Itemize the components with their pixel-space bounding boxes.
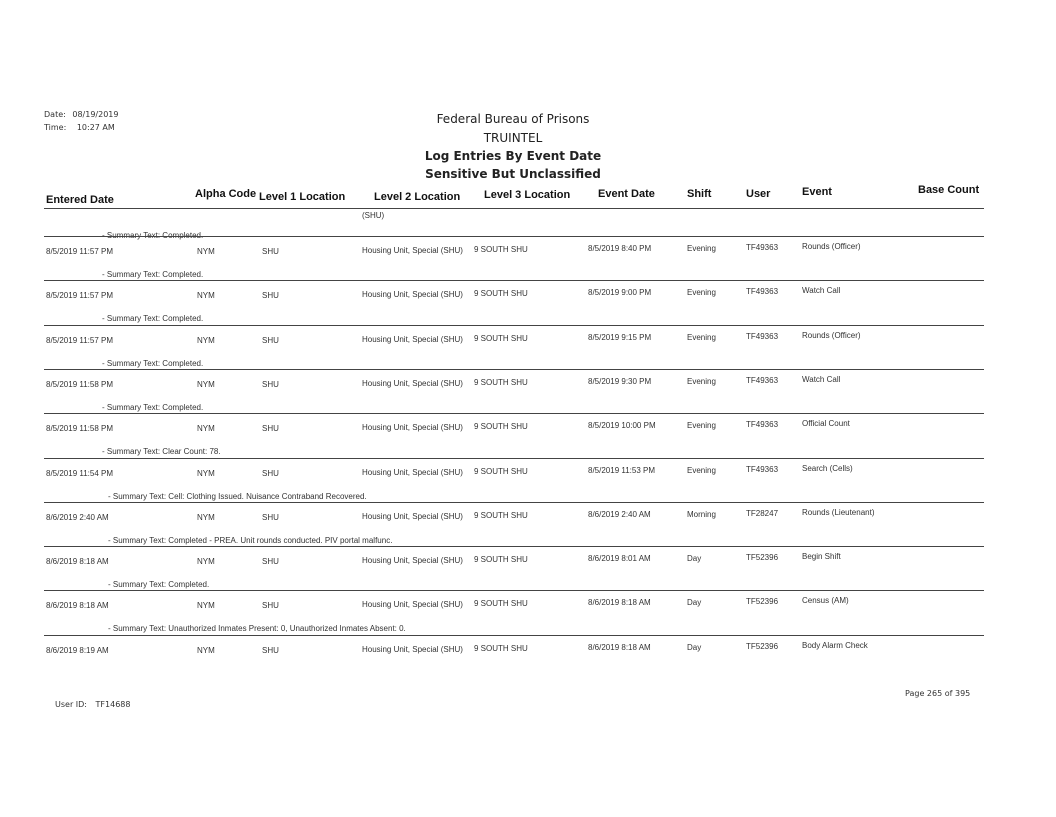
level3-location-cell: 9 SOUTH SHU bbox=[474, 599, 528, 609]
level2-location-cell: Housing Unit, Special (SHU) bbox=[362, 423, 463, 433]
report-title: Log Entries By Event Date bbox=[424, 149, 602, 163]
event-cell: Rounds (Officer) bbox=[802, 242, 861, 251]
summary-text: - Summary Text: Clear Count: 78. bbox=[102, 447, 221, 457]
user-cell: TF49363 bbox=[746, 420, 779, 430]
level1-location-cell: SHU bbox=[262, 335, 279, 345]
alpha-code-cell: NYM bbox=[197, 335, 215, 345]
summary-text: - Summary Text: Completed. bbox=[102, 231, 204, 240]
level1-location-cell: SHU bbox=[262, 291, 279, 301]
level3-location-cell: 9 SOUTH SHU bbox=[474, 555, 528, 565]
user-cell: TF28247 bbox=[746, 508, 779, 518]
shift-cell: Evening bbox=[687, 244, 716, 253]
event-cell: Watch Call bbox=[802, 286, 841, 296]
user-cell: TF49363 bbox=[746, 464, 779, 474]
summary-text: - Summary Text: Completed. bbox=[102, 358, 204, 368]
row-rule bbox=[44, 635, 984, 636]
level3-location-cell: 9 SOUTH SHU bbox=[474, 466, 528, 476]
level1-location-cell: SHU bbox=[262, 247, 279, 256]
event-date-cell: 8/5/2019 9:00 PM bbox=[588, 288, 652, 298]
entered-date-cell: 8/6/2019 8:18 AM bbox=[46, 601, 109, 611]
time-value: 10:27 AM bbox=[76, 123, 115, 132]
level2-location-cell: Housing Unit, Special (SHU) bbox=[362, 246, 463, 255]
event-cell: Search (Cells) bbox=[802, 463, 853, 473]
user-cell: TF49363 bbox=[746, 287, 779, 297]
user-id-value: TF14688 bbox=[95, 700, 131, 709]
col-alpha-code: Alpha Code bbox=[195, 188, 257, 200]
shift-cell: Evening bbox=[687, 288, 716, 298]
time-label: Time: bbox=[44, 123, 67, 132]
entered-date-cell: 8/5/2019 11:57 PM bbox=[46, 335, 114, 345]
col-user: User bbox=[746, 188, 771, 200]
event-date-cell: 8/5/2019 8:40 PM bbox=[588, 244, 652, 253]
shift-cell: Morning bbox=[687, 509, 716, 519]
date-label: Date: bbox=[44, 110, 66, 119]
user-cell: TF49363 bbox=[746, 243, 779, 252]
event-cell: Body Alarm Check bbox=[802, 640, 868, 650]
level1-location-cell: SHU bbox=[262, 468, 279, 478]
level2-location-cell: Housing Unit, Special (SHU) bbox=[362, 290, 463, 300]
event-date-cell: 8/5/2019 9:15 PM bbox=[588, 332, 652, 342]
entered-date-cell: 8/5/2019 11:57 PM bbox=[46, 247, 114, 256]
alpha-code-cell: NYM bbox=[197, 468, 215, 478]
report-time bbox=[44, 123, 115, 132]
event-cell: Begin Shift bbox=[802, 552, 841, 562]
entered-date-cell: 8/6/2019 8:19 AM bbox=[46, 645, 109, 655]
row-rule bbox=[44, 280, 984, 281]
summary-text: - Summary Text: Completed. bbox=[108, 580, 210, 590]
user-cell: TF52396 bbox=[746, 553, 779, 563]
col-event-date: Event Date bbox=[598, 188, 655, 200]
summary-text: - Summary Text: Completed - PREA. Unit rounds conducted. PIV portal malfunc. bbox=[108, 535, 393, 545]
continued-fragment: (SHU) bbox=[362, 211, 385, 220]
summary-text: - Summary Text: Completed. bbox=[102, 402, 204, 412]
entered-date-cell: 8/5/2019 11:54 PM bbox=[46, 468, 114, 478]
row-rule bbox=[44, 546, 984, 547]
summary-text: - Summary Text: Unauthorized Inmates Present: 0, Unauthorized Inmates Absent: 0. bbox=[108, 624, 406, 634]
summary-text: - Summary Text: Completed. bbox=[102, 270, 204, 279]
shift-cell: Evening bbox=[687, 332, 716, 342]
level1-location-cell: SHU bbox=[262, 512, 279, 522]
alpha-code-cell: NYM bbox=[197, 512, 215, 522]
level3-location-cell: 9 SOUTH SHU bbox=[474, 289, 528, 299]
user-cell: TF49363 bbox=[746, 375, 779, 385]
shift-cell: Evening bbox=[687, 421, 716, 431]
col-level2-location: Level 2 Location bbox=[374, 191, 461, 203]
shift-cell: Evening bbox=[687, 465, 716, 475]
footer-user-id bbox=[55, 700, 130, 709]
report-date bbox=[44, 110, 118, 119]
level3-location-cell: 9 SOUTH SHU bbox=[474, 245, 528, 254]
user-cell: TF52396 bbox=[746, 597, 779, 607]
event-date-cell: 8/6/2019 8:18 AM bbox=[588, 642, 651, 652]
event-date-cell: 8/5/2019 11:53 PM bbox=[588, 465, 656, 475]
event-date-cell: 8/5/2019 10:00 PM bbox=[588, 421, 656, 431]
row-rule bbox=[44, 236, 984, 237]
level2-location-cell: Housing Unit, Special (SHU) bbox=[362, 556, 463, 566]
level2-location-cell: Housing Unit, Special (SHU) bbox=[362, 378, 463, 388]
entered-date-cell: 8/5/2019 11:58 PM bbox=[46, 424, 114, 434]
event-cell: Official Count bbox=[802, 419, 850, 429]
level3-location-cell: 9 SOUTH SHU bbox=[474, 422, 528, 432]
alpha-code-cell: NYM bbox=[197, 601, 215, 611]
entered-date-cell: 8/6/2019 8:18 AM bbox=[46, 557, 109, 567]
level2-location-cell: Housing Unit, Special (SHU) bbox=[362, 600, 463, 610]
row-rule bbox=[44, 413, 984, 414]
level1-location-cell: SHU bbox=[262, 557, 279, 567]
date-value: 08/19/2019 bbox=[72, 110, 119, 119]
level3-location-cell: 9 SOUTH SHU bbox=[474, 510, 528, 520]
summary-text: - Summary Text: Cell: Clothing Issued. Nuisance Contraband Recovered. bbox=[108, 491, 367, 501]
shift-cell: Day bbox=[687, 554, 702, 564]
report-classification: Sensitive But Unclassified bbox=[425, 167, 601, 181]
col-entered-date: Entered Date bbox=[46, 194, 114, 206]
level1-location-cell: SHU bbox=[262, 424, 279, 434]
shift-cell: Evening bbox=[687, 376, 716, 386]
level3-location-cell: 9 SOUTH SHU bbox=[474, 333, 528, 343]
user-cell: TF49363 bbox=[746, 331, 779, 341]
level2-location-cell: Housing Unit, Special (SHU) bbox=[362, 334, 463, 344]
header-rule bbox=[44, 208, 984, 209]
event-date-cell: 8/6/2019 8:01 AM bbox=[588, 554, 651, 564]
alpha-code-cell: NYM bbox=[197, 247, 215, 256]
col-level1-location: Level 1 Location bbox=[259, 191, 346, 203]
alpha-code-cell: NYM bbox=[197, 557, 215, 567]
alpha-code-cell: NYM bbox=[197, 291, 215, 301]
event-cell: Census (AM) bbox=[802, 596, 849, 606]
alpha-code-cell: NYM bbox=[197, 645, 215, 655]
level1-location-cell: SHU bbox=[262, 601, 279, 611]
user-cell: TF52396 bbox=[746, 641, 779, 651]
page-number: Page 265 of 395 bbox=[905, 689, 971, 698]
event-cell: Rounds (Officer) bbox=[802, 330, 861, 340]
level2-location-cell: Housing Unit, Special (SHU) bbox=[362, 467, 463, 477]
shift-cell: Day bbox=[687, 598, 702, 608]
report-system: TRUINTEL bbox=[483, 131, 543, 145]
event-cell: Watch Call bbox=[802, 374, 841, 384]
entered-date-cell: 8/5/2019 11:58 PM bbox=[46, 379, 114, 389]
col-event: Event bbox=[802, 186, 832, 198]
level2-location-cell: Housing Unit, Special (SHU) bbox=[362, 644, 463, 654]
level3-location-cell: 9 SOUTH SHU bbox=[474, 643, 528, 653]
shift-cell: Day bbox=[687, 642, 702, 652]
level3-location-cell: 9 SOUTH SHU bbox=[474, 377, 528, 387]
row-rule bbox=[44, 325, 984, 326]
summary-text: - Summary Text: Completed. bbox=[102, 314, 204, 324]
entered-date-cell: 8/6/2019 2:40 AM bbox=[46, 512, 109, 522]
alpha-code-cell: NYM bbox=[197, 379, 215, 389]
row-rule bbox=[44, 458, 984, 459]
user-id-label: User ID: bbox=[55, 700, 87, 709]
row-rule bbox=[44, 590, 984, 591]
alpha-code-cell: NYM bbox=[197, 424, 215, 434]
row-rule bbox=[44, 502, 984, 503]
level1-location-cell: SHU bbox=[262, 645, 279, 655]
level1-location-cell: SHU bbox=[262, 379, 279, 389]
report-agency: Federal Bureau of Prisons bbox=[436, 112, 590, 126]
event-cell: Rounds (Lieutenant) bbox=[802, 507, 875, 517]
col-shift: Shift bbox=[687, 188, 712, 200]
event-date-cell: 8/6/2019 8:18 AM bbox=[588, 598, 651, 608]
event-date-cell: 8/5/2019 9:30 PM bbox=[588, 376, 652, 386]
row-rule bbox=[44, 369, 984, 370]
col-level3-location: Level 3 Location bbox=[484, 189, 571, 201]
entered-date-cell: 8/5/2019 11:57 PM bbox=[46, 291, 114, 301]
level2-location-cell: Housing Unit, Special (SHU) bbox=[362, 511, 463, 521]
col-base-count: Base Count bbox=[918, 184, 980, 196]
event-date-cell: 8/6/2019 2:40 AM bbox=[588, 509, 651, 519]
